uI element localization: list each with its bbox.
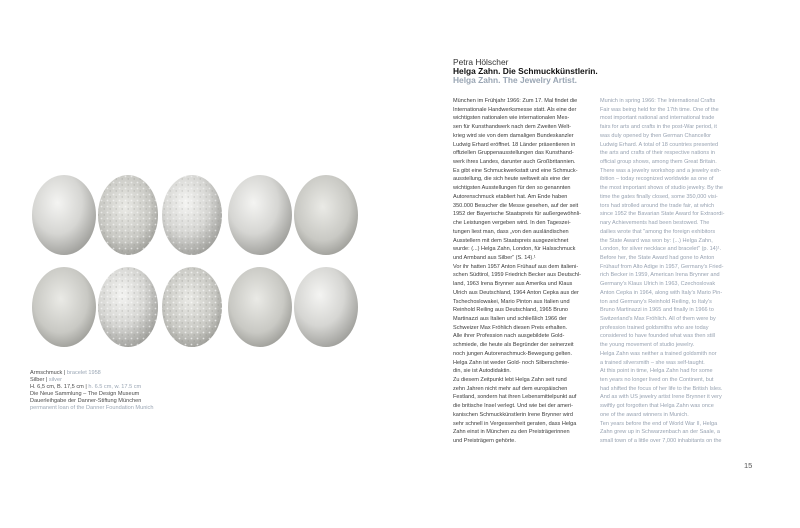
text-line: ton and Germany's Reinhold Reiling, to Italy's bbox=[600, 298, 712, 305]
caption-object-en: bracelet 1958 bbox=[66, 370, 101, 376]
caption-material-de: Silber bbox=[30, 376, 45, 383]
bracelet-link-bottom-2 bbox=[98, 267, 158, 347]
caption-dimensions-en: h. 6.5 cm, w. 17.5 cm bbox=[88, 383, 142, 390]
article-title-de: Helga Zahn. Die Schmuckkünstlerin. bbox=[453, 66, 598, 76]
text-line: swiftly got forgotten that Helga Zahn was once bbox=[600, 403, 714, 410]
text-line: Zahn einst in München zu den Preisträgerinnen bbox=[453, 429, 570, 436]
text-line: sen für Kunsthandwerk nach dem Zweiten Welt- bbox=[453, 124, 571, 131]
photo-caption: Armschmuck | bracelet 1958 Silber | silver H. 6,5 cm, B. 17,5 cm | h. 6.5 cm, w. 17.5 cm Die Neue Sammlung – The Design Museum Dauerleihgabe der Danner-Stiftung München permanent loan of the Danner Foundation Munich bbox=[30, 370, 230, 411]
text-line: Ulrich aus Deutschland, 1964 Anton Cepka aus der bbox=[453, 289, 579, 296]
text-line: Alle ihrer Profession nach ausgebildete Gold- bbox=[453, 333, 565, 340]
text-line: fairs for arts and crafts in the post-War period, it bbox=[600, 124, 717, 131]
text-line: Zu diesem Zeitpunkt lebt Helga Zahn seit rund bbox=[453, 377, 567, 383]
text-line: Munich in spring 1966: The International Crafts bbox=[600, 98, 716, 104]
caption-loan-en: permanent loan of the Danner Foundation Munich bbox=[30, 404, 154, 411]
body-text-german bbox=[453, 97, 601, 446]
text-line: zehn Jahren nicht mehr auf dem europäischen bbox=[453, 385, 568, 392]
text-line: Schweizer Max Fröhlich diesen Preis erhalten. bbox=[453, 324, 568, 331]
text-line: und Preisträgern gehörte. bbox=[453, 438, 516, 445]
text-line: was duly opened by then German Chancellor bbox=[600, 132, 712, 139]
text-line: Before her, the State Award had gone to Anton bbox=[600, 254, 715, 261]
text-line: krieg wird sie von dem damaligen Bundeskanzler bbox=[453, 132, 574, 139]
text-line: tors had strolled around the trade fair, at which bbox=[600, 202, 715, 209]
text-line: Tschechoslowakei, Mario Pinton aus Italien und bbox=[453, 298, 570, 305]
text-line: small town of a little over 7,000 inhabitants on the bbox=[600, 438, 722, 445]
text-line: Vor ihr hatten 1957 Anton Frühauf aus dem italieni- bbox=[453, 263, 579, 270]
page-number: 15 bbox=[744, 461, 753, 470]
text-line: Fair was being held for the 17th time. One of the bbox=[600, 106, 719, 113]
text-line: most important national and international trade bbox=[600, 115, 715, 122]
text-line: Ludwig Erhard eröffnet. 18 Länder präsentieren in bbox=[453, 141, 576, 148]
text-line: had shifted the focus of her life to the British Isles. bbox=[600, 385, 723, 392]
bracelet-link-bottom-5 bbox=[294, 267, 358, 347]
bracelet-link-top-5 bbox=[294, 175, 358, 255]
text-line: Ausstellern mit dem Staatspreis ausgezeichnet bbox=[453, 237, 569, 244]
text-line: ibition – today recognized worldwide as one of bbox=[600, 176, 714, 183]
text-line: time the gates finally closed, some 350,000 visi- bbox=[600, 193, 718, 200]
text-line: die britische Insel verlegt. Und wie bei der ameri- bbox=[453, 403, 573, 410]
text-line: the young movement of studio jewelry. bbox=[600, 342, 695, 349]
text-line: Festland, sondern hat ihren Lebensmittelpunkt auf bbox=[453, 394, 577, 401]
article-title-en: Helga Zahn. The Jewelry Artist. bbox=[453, 75, 577, 85]
text-line: Helga Zahn was neither a trained goldsmith nor bbox=[600, 350, 717, 357]
bracelet-link-top-4 bbox=[228, 175, 292, 255]
text-line: Zahn grew up in Schwarzenbach an der Saale, a bbox=[600, 429, 720, 436]
text-line: one of the award winners in Munich. bbox=[600, 411, 689, 418]
body-text-english bbox=[600, 97, 748, 446]
text-line: sehr schnell in Vergessenheit geraten, dass Helga bbox=[453, 420, 577, 427]
text-line: the State Award was won by: (...) Helga Zahn, bbox=[600, 237, 713, 244]
text-line: werk ihres Landes, darunter auch Großbritannien. bbox=[453, 159, 576, 166]
text-line: Switzerland's Max Fröhlich. All of them were by bbox=[600, 315, 716, 322]
text-line: 1952 der Bayerische Staatspreis für außergewöhnli- bbox=[453, 211, 581, 218]
text-line: schen Südtirol, 1959 Friedrich Becker aus Deutschl- bbox=[453, 272, 581, 279]
text-line: 350.000 Besucher die Messe gesehen, auf der seit bbox=[453, 202, 579, 209]
text-line: Germany's Klaus Ulrich in 1963, Czechoslovak bbox=[600, 281, 716, 288]
bracelet-photo bbox=[28, 163, 364, 359]
caption-object-de: Armschmuck bbox=[30, 370, 63, 376]
text-line: considered to have founded what was then still bbox=[600, 333, 716, 340]
text-line: At this point in time, Helga Zahn had for some bbox=[600, 368, 713, 375]
text-line: London, for silver necklace and bracelet" (p. 14)¹. bbox=[600, 246, 721, 253]
text-line: the most important shows of studio jewelry. By the bbox=[600, 185, 723, 192]
caption-material-en: silver bbox=[48, 376, 62, 383]
text-line: since 1952 the Bavarian State Award for Extraordi- bbox=[600, 211, 725, 218]
text-line: Helga Zahn ist weder Gold- noch Silberschmie- bbox=[453, 359, 570, 366]
text-line: official group shows, among them Great Britain. bbox=[600, 159, 717, 166]
caption-museum: Die Neue Sammlung – The Design Museum bbox=[30, 390, 140, 397]
bracelet-link-bottom-3 bbox=[162, 267, 222, 347]
text-line: wichtigsten nationalen wie internationalen Mes- bbox=[453, 115, 570, 122]
text-line: München im Frühjahr 1966: Zum 17. Mal findet die bbox=[453, 98, 578, 104]
text-line: und Armband aus Silber“ (S. 14).¹ bbox=[453, 254, 536, 261]
text-line: Bruno Martinazzi in 1965 and finally in 1966 to bbox=[600, 307, 714, 314]
bracelet-link-top-3 bbox=[162, 175, 222, 255]
text-line: dailies wrote that "among the foreign exhibitors bbox=[600, 228, 716, 235]
caption-dimensions-de: H. 6,5 cm, B. 17,5 cm bbox=[30, 383, 84, 390]
text-line: profession trained goldsmiths who are today bbox=[600, 324, 709, 331]
bracelet-link-top-2 bbox=[98, 175, 158, 255]
text-line: rich Becker in 1959, American Irena Brynner and bbox=[600, 272, 720, 279]
text-line: And as with US jewelry artist Irene Brynner it very bbox=[600, 394, 722, 401]
text-line: din, sie ist Autodidaktin. bbox=[453, 368, 511, 375]
text-line: land, 1963 Irena Brynner aus Amerika und Klaus bbox=[453, 281, 573, 288]
text-line: Anton Cepka in 1964, along with Italy's Mario Pin- bbox=[600, 289, 723, 296]
text-line: tungen liest man, dass „von den ausländischen bbox=[453, 228, 569, 235]
text-line: ten years no longer lived on the Continent, but bbox=[600, 377, 714, 383]
text-line: nary Achievements had been bestowed. The bbox=[600, 220, 710, 227]
text-line: Ludwig Erhard. A total of 18 countries presented bbox=[600, 141, 719, 148]
caption-loan-de: Dauerleihgabe der Danner-Stiftung München bbox=[30, 397, 142, 404]
text-line: There was a jewelry workshop and a jewelry exh- bbox=[600, 167, 722, 174]
text-line: Es gibt eine Schmuckwerkstatt und eine Schmuck- bbox=[453, 167, 578, 174]
text-line: wurde: (...) Helga Zahn, London, für Halsschmuck bbox=[453, 246, 576, 253]
text-line: ausstellung, die sich heute weltweit als eine der bbox=[453, 176, 570, 183]
text-line: kanischen Schmuckkünstlerin Irene Brynner wird bbox=[453, 411, 573, 418]
text-line: Reinhold Reiling aus Deutschland, 1965 Bruno bbox=[453, 307, 569, 314]
bracelet-link-bottom-4 bbox=[228, 267, 292, 347]
bracelet-link-bottom-1 bbox=[32, 267, 96, 347]
text-line: Martinazzi aus Italien und schließlich 1966 der bbox=[453, 315, 567, 322]
text-line: Internationale Handwerksmesse statt. Als eine der bbox=[453, 106, 577, 113]
text-line: schmiede, die heute als Begründer der seinerzeit bbox=[453, 342, 574, 349]
text-line: Autorenschmuck etabliert hat. Am Ende haben bbox=[453, 193, 568, 200]
text-line: wichtigsten Ausstellungen für den so genannten bbox=[453, 185, 571, 192]
text-line: the arts and crafts of their respective nations in bbox=[600, 150, 716, 157]
author-name: Petra Hölscher bbox=[453, 57, 509, 67]
text-line: che Leistungen vergeben wird. In den Tageszei- bbox=[453, 220, 571, 227]
text-line: offiziellen Gruppenausstellungen das Kunsthand- bbox=[453, 150, 574, 157]
bracelet-link-top-1 bbox=[32, 175, 96, 255]
text-line: a trained silversmith – she was self-taught. bbox=[600, 359, 705, 366]
text-line: Ten years before the end of World War II, Helga bbox=[600, 420, 718, 427]
text-line: Frühauf from Alto Adige in 1957, Germany's Fried- bbox=[600, 263, 724, 270]
text-line: noch jungen Autorenschmuck-Bewegung gelten. bbox=[453, 350, 573, 357]
